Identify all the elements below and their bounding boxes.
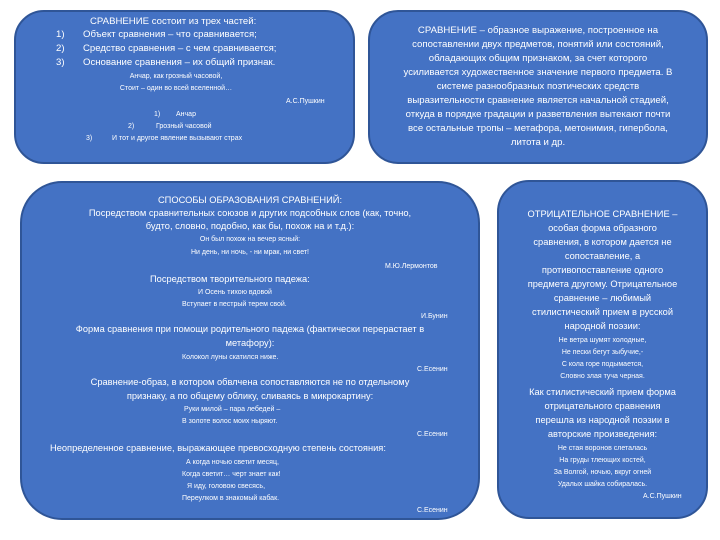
quote-line: В золоте волос моих ныряют. <box>182 418 278 425</box>
negative-text: отрицательного сравнения <box>544 401 661 411</box>
part-text: Объект сравнения – что сравнивается; <box>83 29 257 40</box>
analysis-num: 2) <box>128 123 135 130</box>
method-text: будто, словно, подобно, как бы, похож на и т.д.): <box>145 221 355 231</box>
negative-text: народной поэзии: <box>564 321 641 331</box>
analysis-text: И тот и другое явление вызывают страх <box>112 135 243 142</box>
negative-text: противопоставление одного <box>541 265 664 275</box>
quote-line: Словно злая туча черная. <box>560 373 645 380</box>
part-text: Основание сравнения – их общий признак. <box>83 57 276 68</box>
definition-line: литота и др. <box>510 137 566 148</box>
method-text: Неопределенное сравнение, выражающее превосходную степень состояния: <box>50 443 386 453</box>
negative-text: перешла из народной поэзии в <box>535 415 670 425</box>
quote-line: Когда светит… черт знает как! <box>182 471 281 478</box>
negative-text: сопоставление, а <box>564 251 641 261</box>
quote-line: Ни день, ни ночь, - ни мрак, ни свет! <box>190 249 310 256</box>
negative-text: ОТРИЦАТЕЛЬНОЕ СРАВНЕНИЕ – <box>527 209 678 219</box>
methods-title: СПОСОБЫ ОБРАЗОВАНИЯ СРАВНЕНИЙ: <box>157 195 343 205</box>
negative-text: предмета другому. Отрицательное <box>527 279 678 289</box>
analysis-num: 1) <box>154 111 161 118</box>
negative-text: Как стилистический прием форма <box>529 387 676 397</box>
definition-line: выразительности сравнение является начальной стадией, <box>407 95 669 106</box>
negative-comparison-box <box>497 180 708 519</box>
negative-text: сравнения, в котором дается не <box>533 237 672 247</box>
definition-line: сопоставлении двух предметов, понятий или состояний, <box>412 39 664 50</box>
quote-line: Переулком в знакомый кабак. <box>182 495 280 502</box>
methods-box <box>20 181 480 520</box>
part-text: Средство сравнения – с чем сравнивается; <box>83 43 277 54</box>
structure-box <box>14 10 355 164</box>
part-num: 3) <box>56 57 65 68</box>
definition-line: системе разнообразных поэтических средств <box>436 81 640 92</box>
quote-line: И Осень тихою вдовой <box>198 289 272 296</box>
negative-text: сравнение – любимый <box>553 293 652 303</box>
definition-line: СРАВНЕНИЕ – образное выражение, построенное на <box>417 25 659 36</box>
method-text: метафору): <box>225 338 275 348</box>
author: С.Есенин <box>417 507 448 514</box>
quote-line: Руки милой – пара лебедей – <box>184 406 281 413</box>
definition-line: обладающих общим признаком, за счет которого <box>428 53 648 64</box>
quote-line: На груды тлеющих костей, <box>559 457 646 464</box>
quote-line: Не ветра шумят холодные, <box>558 337 647 344</box>
author: С.Есенин <box>417 366 448 373</box>
quote-line: Не пески бегут зыбучие,- <box>561 349 644 356</box>
author: И.Бунин <box>421 313 448 320</box>
author: А.С.Пушкин <box>286 98 325 105</box>
definition-box <box>368 10 708 164</box>
author: С.Есенин <box>417 431 448 438</box>
method-text: признаку, а по общему облику, сливаясь в микрокартину: <box>126 391 374 401</box>
structure-heading: СРАВНЕНИЕ состоит из трех частей: <box>90 16 257 27</box>
quote-line: Удалых шайка собиралась. <box>557 481 648 488</box>
part-num: 2) <box>56 43 65 54</box>
method-text: Посредством сравнительных союзов и других подсобных слов (как, точно, <box>88 208 412 218</box>
analysis-num: 3) <box>86 135 93 142</box>
analysis-text: Грозный часовой <box>156 123 212 130</box>
quote-line: С кола горе подымается, <box>561 361 644 368</box>
analysis-text: Анчар <box>176 111 196 118</box>
quote-line: Вступает в пестрый терем свой. <box>182 301 287 308</box>
example-line: Анчар, как грозный часовой, <box>129 73 223 80</box>
part-num: 1) <box>56 29 65 40</box>
method-text: Посредством творительного падежа: <box>150 274 310 284</box>
definition-line: усиливается художественное значение первого предмета. В <box>403 67 673 78</box>
author: А.С.Пушкин <box>643 493 682 500</box>
definition-line: все остальные тропы – метафора, метонимия, гипербола, <box>408 123 668 134</box>
definition-line: откуда в порядке градации и разветвления вытекают почти <box>405 109 671 120</box>
method-text: Форма сравнения при помощи родительного падежа (фактически перерастает в <box>75 324 425 334</box>
method-text: Сравнение-образ, в котором обвлчена сопоставляются не по отдельному <box>90 377 410 387</box>
negative-text: стилистический прием в русской <box>531 307 674 317</box>
quote-line: За Волгой, ночью, вкруг огней <box>553 469 652 476</box>
quote-line: Колокол луны скатился ниже. <box>182 354 279 361</box>
quote-line: А когда ночью светит месяц, <box>186 459 279 466</box>
quote-line: Я иду, головою свесясь, <box>187 483 266 490</box>
author: М.Ю.Лермонтов <box>385 263 438 270</box>
quote-line: Не стая воронов слеталась <box>557 445 648 452</box>
negative-text: особая форма образного <box>548 223 657 233</box>
negative-text: авторские произведения: <box>547 429 658 439</box>
quote-line: Он был похож на вечер ясный: <box>199 236 301 243</box>
example-line: Стоит – один во всей вселенной… <box>119 85 233 92</box>
